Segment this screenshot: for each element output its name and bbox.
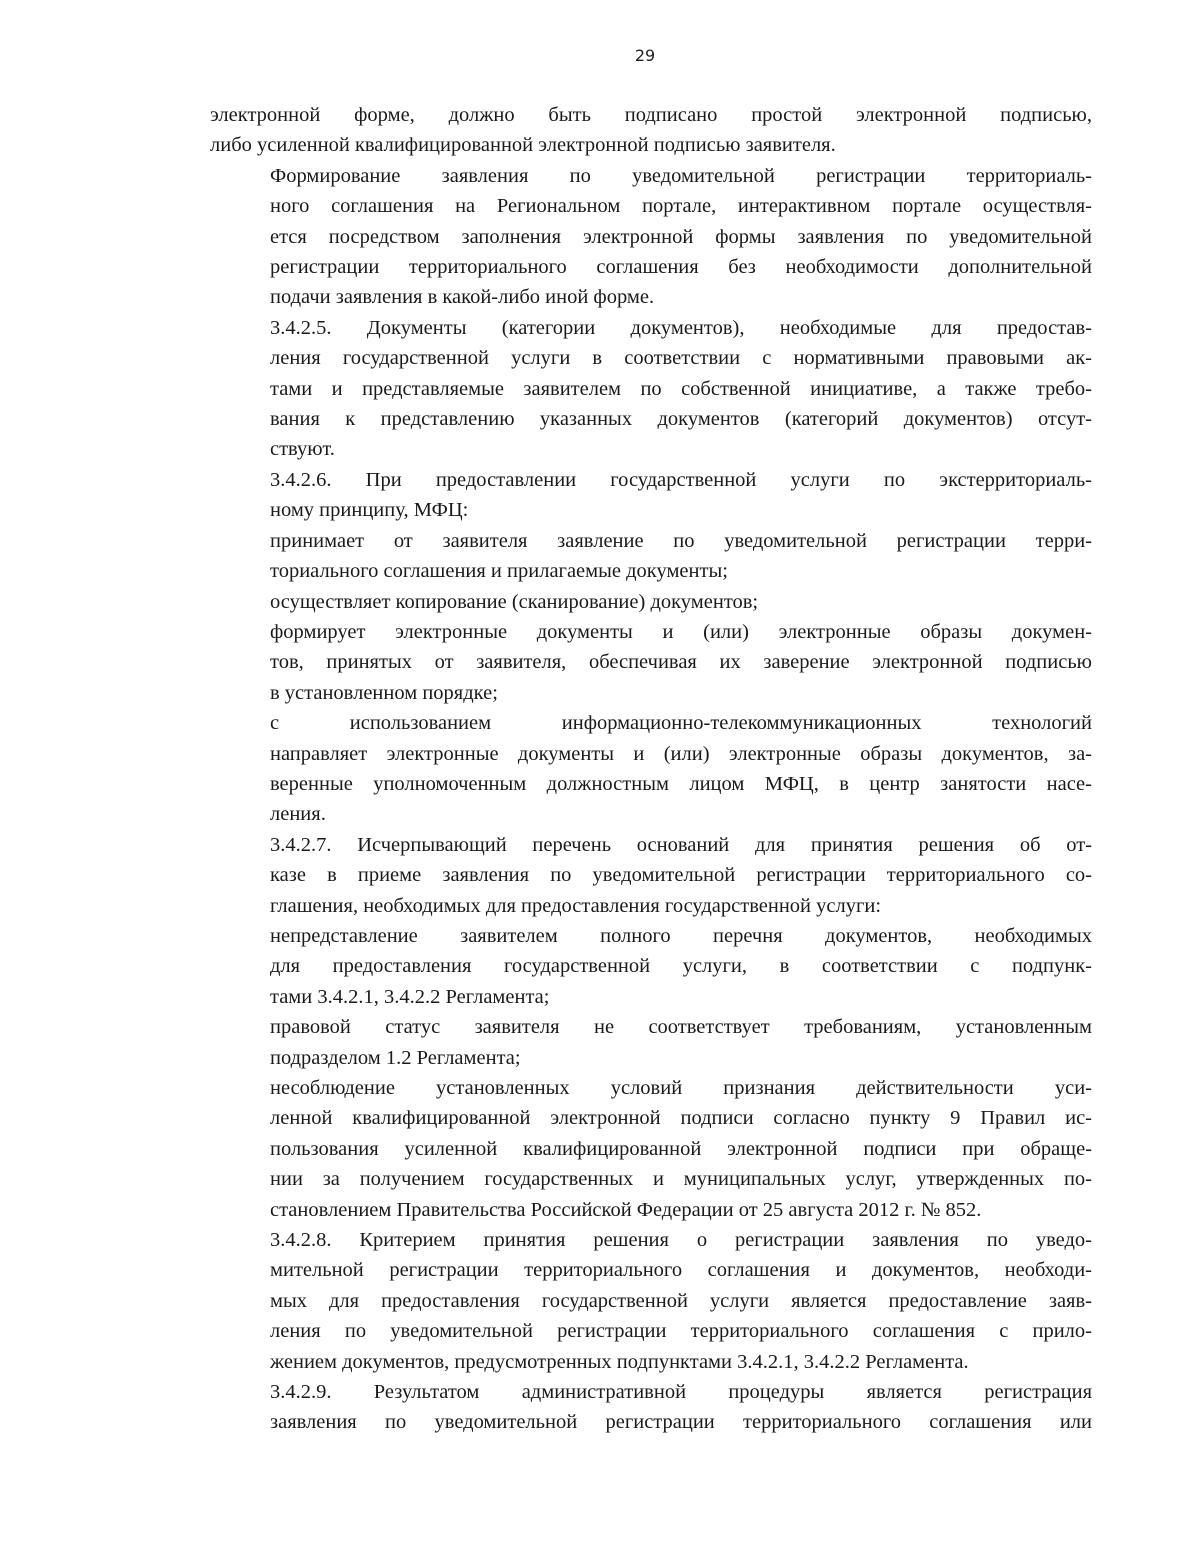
paragraph xyxy=(210,161,1092,313)
text-line: подачи заявления в какой-либо иной форме. xyxy=(270,286,655,309)
text-line: мительной регистрации территориального соглашения и документов, необходи- xyxy=(270,1259,1092,1282)
text-line: ления по уведомительной регистрации территориального соглашения с прило- xyxy=(270,1320,1092,1343)
text-line: регистрации территориального соглашения без необходимости дополнительной xyxy=(270,256,1092,279)
text-line: 3.4.2.9. Результатом административной процедуры является регистрация xyxy=(270,1381,1092,1404)
text-line: нии за получением государственных и муниципальных услуг, утвержденных по- xyxy=(270,1168,1092,1191)
text-line: тов, принятых от заявителя, обеспечивая их заверение электронной подписью xyxy=(270,651,1092,674)
text-line: принимает от заявителя заявление по уведомительной регистрации терри- xyxy=(270,529,1092,552)
text-line: ется посредством заполнения электронной формы заявления по уведомительной xyxy=(270,225,1092,248)
text-line: жением документов, предусмотренных подпунктами 3.4.2.1, 3.4.2.2 Регламента. xyxy=(270,1350,969,1373)
text-line: вания к представлению указанных документов (категорий документов) отсут- xyxy=(270,408,1092,431)
text-line: либо усиленной квалифицированной электронной подписью заявителя. xyxy=(210,134,836,157)
text-line: заявления по уведомительной регистрации территориального соглашения или xyxy=(270,1411,1092,1434)
text-line: тами 3.4.2.1, 3.4.2.2 Регламента; xyxy=(270,985,550,1008)
text-line: 3.4.2.5. Документы (категории документов), необходимые для предостав- xyxy=(270,316,1092,339)
text-line: тами и представляемые заявителем по собственной инициативе, а также требо- xyxy=(270,377,1092,400)
paragraph xyxy=(210,617,1092,708)
text-line: несоблюдение установленных условий признания действительности уси- xyxy=(270,1077,1092,1099)
text-line: пользования усиленной квалифицированной электронной подписи при обраще- xyxy=(270,1137,1092,1160)
text-line: ленной квалифицированной электронной подписи согласно пункту 9 Правил ис- xyxy=(270,1107,1092,1130)
text-line: ствуют. xyxy=(270,438,335,461)
text-line: ториального соглашения и прилагаемые документы; xyxy=(270,560,728,583)
text-line: 3.4.2.8. Критерием принятия решения о регистрации заявления по уведо- xyxy=(270,1229,1092,1252)
document-body xyxy=(210,100,1092,1438)
text-line: глашения, необходимых для предоставления государственной услуги: xyxy=(270,894,882,917)
text-line: в установленном порядке; xyxy=(270,681,498,704)
text-line: для предоставления государственной услуги, в соответствии с подпунк- xyxy=(270,955,1092,978)
text-line: 3.4.2.6. При предоставлении государственной услуги по экстерриториаль- xyxy=(270,468,1092,491)
paragraph xyxy=(210,1225,1092,1377)
text-line: осуществляет копирование (сканирование) документов; xyxy=(270,590,759,613)
text-line: направляет электронные документы и (или) электронные образы документов, за- xyxy=(270,742,1092,765)
text-line: 3.4.2.7. Исчерпывающий перечень оснований для принятия решения об от- xyxy=(270,833,1092,856)
paragraph xyxy=(210,1073,1092,1225)
paragraph xyxy=(210,526,1092,587)
page-number: 29 xyxy=(634,46,656,65)
paragraph xyxy=(210,830,1092,921)
text-line: формирует электронные документы и (или) электронные образы докумен- xyxy=(270,620,1092,643)
text-line: ления государственной услуги в соответствии с нормативными правовыми ак- xyxy=(270,347,1092,370)
paragraph xyxy=(210,921,1092,1012)
paragraph xyxy=(210,313,1092,465)
paragraph xyxy=(210,465,1092,526)
paragraph xyxy=(210,708,1092,830)
text-line: казе в приеме заявления по уведомительной регистрации территориального со- xyxy=(270,864,1092,887)
text-line: ному принципу, МФЦ: xyxy=(270,499,469,522)
text-line: Формирование заявления по уведомительной регистрации территориаль- xyxy=(270,164,1092,187)
text-line: становлением Правительства Российской Федерации от 25 августа 2012 г. № 852. xyxy=(270,1198,982,1221)
paragraph xyxy=(210,1012,1092,1073)
text-line: веренные уполномоченным должностным лицом МФЦ, в центр занятости насе- xyxy=(270,772,1092,795)
paragraph xyxy=(210,1377,1092,1438)
text-line: с использованием информационно-телекоммуникационных технологий xyxy=(270,712,1092,735)
text-line: подразделом 1.2 Регламента; xyxy=(270,1046,521,1069)
text-line: мых для предоставления государственной услуги является предоставление заяв- xyxy=(270,1289,1092,1312)
paragraph xyxy=(210,587,1092,617)
text-line: ного соглашения на Региональном портале, интерактивном портале осуществля- xyxy=(270,195,1092,218)
paragraph xyxy=(210,100,1092,161)
text-line: электронной форме, должно быть подписано простой электронной подписью, xyxy=(210,104,1092,126)
text-line: правовой статус заявителя не соответствует требованиям, установленным xyxy=(270,1016,1092,1039)
text-line: ления. xyxy=(270,803,326,826)
text-line: непредставление заявителем полного перечня документов, необходимых xyxy=(270,924,1092,947)
